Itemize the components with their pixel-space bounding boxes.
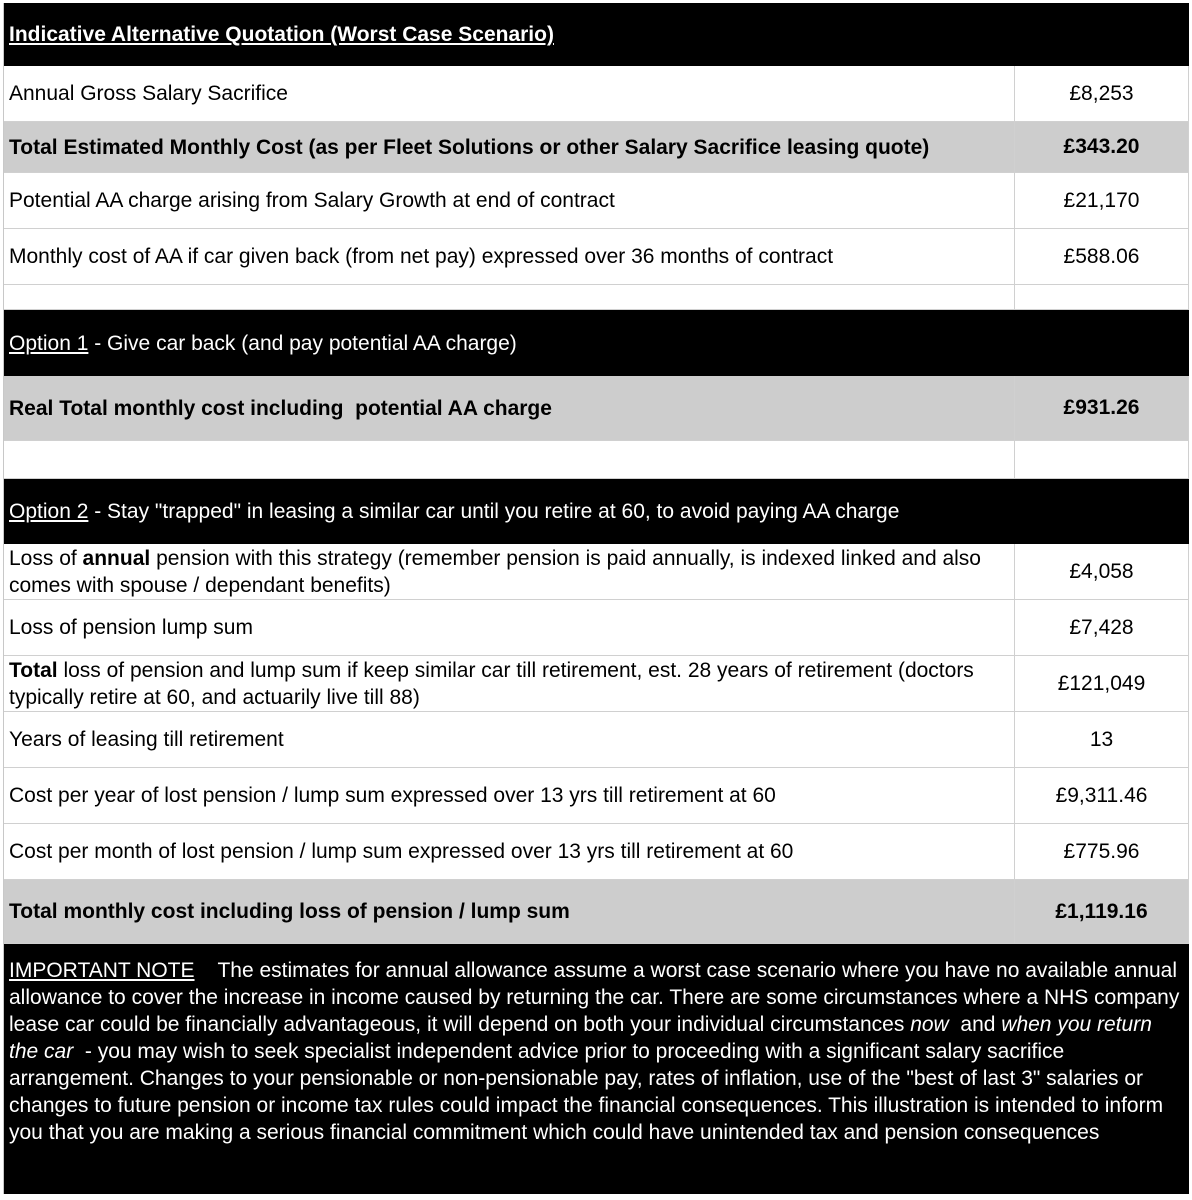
row-label: Annual Gross Salary Sacrifice (4, 66, 1015, 121)
empty-cell (4, 285, 1015, 309)
row-label: Potential AA charge arising from Salary Growth at end of contract (4, 173, 1015, 228)
option1-description: - Give car back (and pay potential AA charge) (88, 331, 517, 355)
header-cell (4, 3, 1189, 66)
table-row (4, 544, 1189, 600)
option1-total-value: £931.26 (1015, 376, 1189, 440)
option1-header-cell (4, 310, 1189, 376)
note-text: - you may wish to seek specialist independent advice prior to proceeding with a significant salary sacrifice arrangement. Changes to your pensionable or non-pensionable pay, rates of inflation, use of the "best of last 3" salaries or changes to future pension or income tax rules could impact the financial consequences. This illustration is intended to inform you that you are making a serious financial commitment which could have unintended tax and pension consequences (9, 1040, 1169, 1144)
quotation-sheet (3, 3, 1189, 1194)
row-value: £9,311.46 (1015, 768, 1189, 823)
table-row (4, 824, 1189, 880)
option1-label: Option 1 (9, 331, 89, 355)
row-value: £4,058 (1015, 544, 1189, 599)
note-text: The estimates for annual allowance assume a worst case scenario where you have no available annual allowance to cover the increase in income caused by returning the car. There are some circumstances where a NHS company lease car could be financially advantageous, it will depend on both your individual circumstances (9, 959, 1186, 1036)
option2-description: - Stay "trapped" in leasing a similar car until you retire at 60, to avoid paying AA charge (88, 500, 900, 523)
important-note-heading: IMPORTANT NOTE (9, 959, 195, 982)
row-value: £775.96 (1015, 824, 1189, 879)
table-row (4, 712, 1189, 768)
empty-cell (1015, 441, 1189, 478)
row-value: £121,049 (1015, 656, 1189, 711)
row-value: £588.06 (1015, 229, 1189, 284)
spacer-row (4, 441, 1189, 479)
option2-header-row (4, 479, 1189, 544)
page-title: Indicative Alternative Quotation (Worst Case Scenario) (9, 23, 554, 46)
option2-total-row (4, 880, 1189, 944)
spacer-row (4, 285, 1189, 310)
important-note (4, 944, 1189, 1194)
row-label: Cost per month of lost pension / lump sum expressed over 13 yrs till retirement at 60 (4, 824, 1015, 879)
option1-total-label: Real Total monthly cost including potential AA charge (4, 376, 1015, 440)
row-value: £343.20 (1015, 122, 1189, 172)
row-label: Cost per year of lost pension / lump sum expressed over 13 yrs till retirement at 60 (4, 768, 1015, 823)
row-label: Total Estimated Monthly Cost (as per Fleet Solutions or other Salary Sacrifice leasing quote) (4, 122, 1015, 172)
table-row (4, 229, 1189, 285)
table-row (4, 768, 1189, 824)
row-label: Years of leasing till retirement (4, 712, 1015, 767)
table-row (4, 122, 1189, 173)
row-value: £21,170 (1015, 173, 1189, 228)
row-value: 13 (1015, 712, 1189, 767)
table-row (4, 656, 1189, 712)
row-label: Total loss of pension and lump sum if keep similar car till retirement, est. 28 years of retirement (doctors typically retire at 60, and actuarily live till 88) (4, 656, 1015, 711)
empty-cell (4, 441, 1015, 478)
option2-total-label: Total monthly cost including loss of pension / lump sum (4, 880, 1015, 943)
table-row (4, 600, 1189, 656)
option1-header-row (4, 310, 1189, 376)
header-row (4, 3, 1189, 66)
note-text: and (948, 1013, 1002, 1036)
row-label: Loss of pension lump sum (4, 600, 1015, 655)
option2-header-cell (4, 479, 1189, 544)
row-label: Loss of annual pension with this strategy (remember pension is paid annually, is indexed linked and also comes with spouse / dependant benefits) (4, 544, 1015, 599)
table-row (4, 173, 1189, 229)
row-value: £8,253 (1015, 66, 1189, 121)
row-label: Monthly cost of AA if car given back (from net pay) expressed over 36 months of contract (4, 229, 1015, 284)
option1-total-row (4, 376, 1189, 441)
option2-label: Option 2 (9, 500, 89, 523)
table-row (4, 66, 1189, 122)
row-value: £7,428 (1015, 600, 1189, 655)
option2-total-value: £1,119.16 (1015, 880, 1189, 943)
note-italic-now: now (910, 1013, 949, 1036)
empty-cell (1015, 285, 1189, 309)
note-italic-return: when you return the car (9, 1013, 1152, 1063)
